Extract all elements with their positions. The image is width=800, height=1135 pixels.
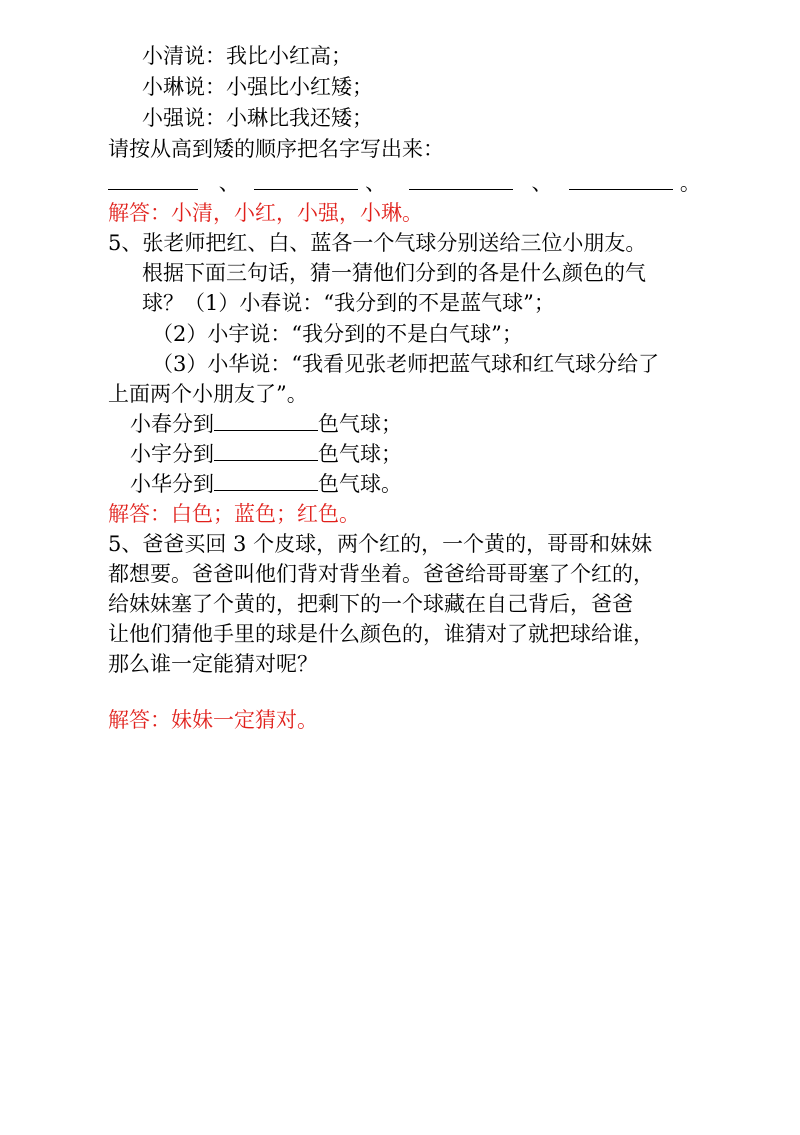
answer-section-c: 解答：妹妹一定猜对。: [108, 708, 318, 732]
problem-b-line-5: （3）小华说：“我看见张老师把蓝气球和红气球分给了: [152, 352, 660, 376]
problem-b-line-6: 上面两个小朋友了”。: [108, 382, 308, 406]
fill-row-xiaoyu: [130, 440, 402, 468]
fill-blank-xiaoyu[interactable]: [214, 440, 318, 461]
answer-blank-2[interactable]: [254, 169, 358, 190]
problem-b-line-4: （2）小宇说：“我分到的不是白气球”；: [152, 322, 523, 346]
problem-c-line-4: 让他们猜他手里的球是什么颜色的，谁猜对了就把球给谁，: [108, 622, 654, 646]
fill-label: 小华分到: [130, 472, 214, 496]
answer-blank-1[interactable]: [108, 169, 198, 190]
fill-suffix: 色气球。: [318, 472, 402, 496]
problem-b-line-3: 球？（1）小春说：“我分到的不是蓝气球”；: [142, 291, 555, 315]
statement-xiaolin: 小琳说：小强比小红矮；: [142, 75, 373, 99]
fill-label: 小春分到: [130, 412, 214, 436]
answer-section-a: 解答：小清，小红，小强，小琳。: [108, 201, 423, 225]
answer-blank-4[interactable]: [569, 169, 673, 190]
problem-c-line-3: 给妹妹塞了个黄的，把剩下的一个球藏在自己背后，爸爸: [108, 592, 633, 616]
answer-section-b: 解答：白色；蓝色；红色。: [108, 502, 360, 526]
end-mark: 。: [679, 171, 701, 195]
statement-xiaoqiang: 小强说：小琳比我还矮；: [142, 106, 373, 130]
separator: 、: [218, 171, 240, 195]
fill-blank-xiaohua[interactable]: [214, 470, 318, 491]
fill-suffix: 色气球；: [318, 412, 402, 436]
separator: 、: [365, 171, 387, 195]
fill-suffix: 色气球；: [318, 442, 402, 466]
fill-row-xiaohua: [130, 470, 402, 498]
answer-blank-3[interactable]: [409, 169, 513, 190]
answer-blank-row: [108, 169, 701, 197]
fill-label: 小宇分到: [130, 442, 214, 466]
separator: 、: [531, 171, 553, 195]
problem-c-line-2: 都想要。爸爸叫他们背对背坐着。爸爸给哥哥塞了个红的，: [108, 562, 654, 586]
statement-xiaoqing: 小清说：我比小红高；: [142, 44, 352, 68]
problem-c-line-5: 那么谁一定能猜对呢？: [108, 652, 318, 676]
fill-blank-xiaochun[interactable]: [214, 410, 318, 431]
problem-b-line-2: 根据下面三句话，猜一猜他们分到的各是什么颜色的气: [142, 261, 646, 285]
fill-row-xiaochun: [130, 410, 402, 438]
problem-c-line-1: 5、爸爸买回 3 个皮球，两个红的，一个黄的，哥哥和妹妹: [108, 532, 653, 556]
problem-b-line-1: 5、张老师把红、白、蓝各一个气球分别送给三位小朋友。: [108, 231, 647, 255]
order-instruction: 请按从高到矮的顺序把名字写出来：: [108, 137, 444, 161]
